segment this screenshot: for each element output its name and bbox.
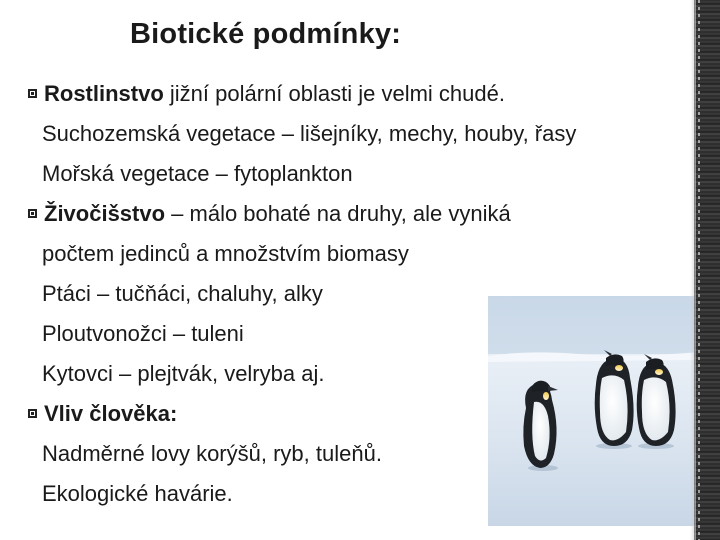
sub-item-sea-vegetation: Mořská vegetace – fytoplankton <box>42 161 353 186</box>
square-bullet-icon <box>28 89 37 98</box>
penguins-photo <box>488 296 700 526</box>
bullet-continuation: počtem jedinců a množstvím biomasy <box>42 241 409 266</box>
bullet-term: Vliv člověka: <box>44 401 178 426</box>
sub-item-birds: Ptáci – tučňáci, chaluhy, alky <box>42 281 323 306</box>
slide-title: Biotické podmínky: <box>130 18 402 50</box>
sub-item-overhunting: Nadměrné lovy korýšů, ryb, tuleňů. <box>42 441 382 466</box>
bullet-item-fauna <box>28 194 688 234</box>
square-bullet-icon <box>28 409 37 418</box>
bullet-term: Rostlinstvo <box>44 81 164 106</box>
bullet-text: jižní polární oblasti je velmi chudé. <box>163 81 505 106</box>
sub-item-ecological-accidents: Ekologické havárie. <box>42 481 233 506</box>
square-bullet-icon <box>28 209 37 218</box>
bullet-text: – málo bohaté na druhy, ale vyniká <box>165 201 511 226</box>
sub-item-land-vegetation: Suchozemská vegetace – lišejníky, mechy, houby, řasy <box>42 121 577 146</box>
sub-item-cetaceans: Kytovci – plejtvák, velryba aj. <box>42 361 325 386</box>
decorative-edge-strip <box>694 0 720 540</box>
bullet-term: Živočišstvo <box>44 201 166 226</box>
sub-item-pinnipeds: Ploutvonožci – tuleni <box>42 321 244 346</box>
bullet-item-vegetation <box>28 74 688 114</box>
